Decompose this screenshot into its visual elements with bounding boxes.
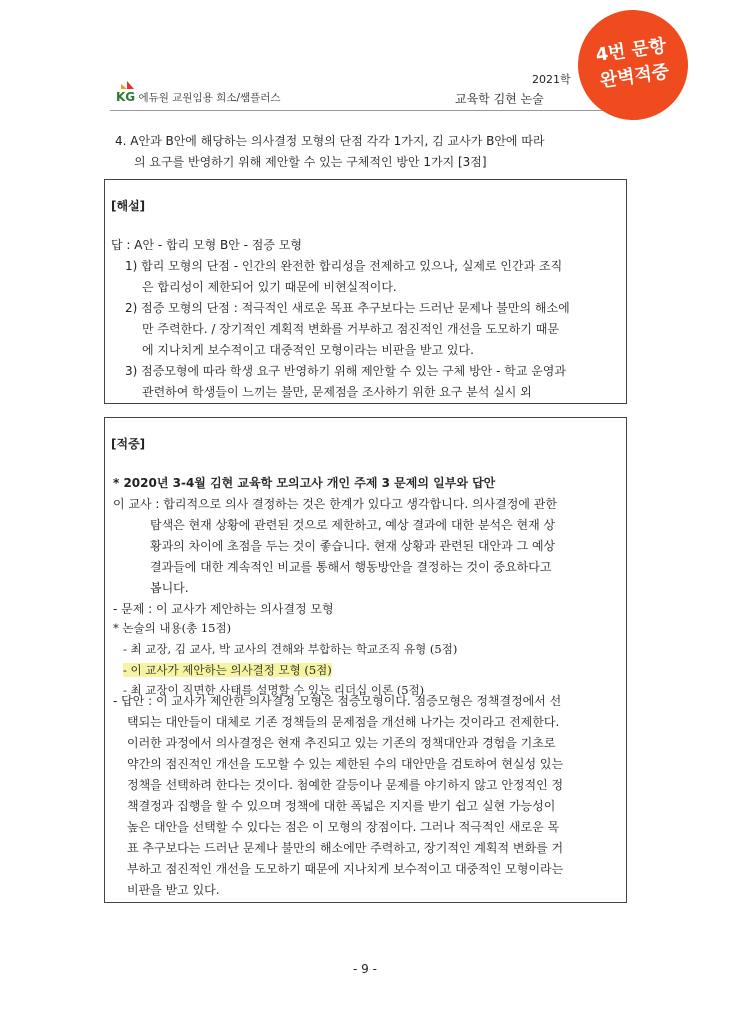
answer-line: 표 추구보다는 드러난 문제나 불만의 해소에만 주력하고, 장기적인 계획적 변화를 거 [127,841,564,855]
teacher-line: 황과의 차이에 초점을 두는 것이 좋습니다. 현재 상황과 관련된 대안과 그 예상 [150,539,556,553]
hit-subtitle: * 2020년 3-4월 김현 교육학 모의고사 개인 주제 3 문제의 일부와 답안 [113,476,496,490]
commentary-line: 만 주력한다. / 장기적인 계획적 변화를 거부하고 점진적인 개선을 도모하기 때문 [142,322,559,336]
commentary-line: 에 지나치게 보수적이고 대중적인 모형이라는 비판을 받고 있다. [142,343,474,357]
brand-logo [116,90,281,105]
content-title: * 논술의 내용(총 15점) [113,621,232,635]
brand-text: 에듀원 교원임용 희소/쌤플러스 [138,92,281,104]
question [115,131,665,173]
header-divider [110,110,645,111]
content-item: - 최 교장이 직면한 사태를 설명할 수 있는 리더십 이론 (5점) [123,683,425,697]
commentary-body [111,235,570,403]
content-item-highlighted [113,660,457,681]
commentary-line: 은 합리성이 제한되어 있기 때문에 비현실적이다. [142,280,397,294]
header-title: 교육학 김현 논술 [455,92,544,106]
question-line: 의 요구를 반영하기 위해 제안할 수 있는 구체적인 방안 1가지 [3점] [134,155,487,169]
commentary-line: 2) 점증 모형의 단점 : 적극적인 새로운 목표 추구보다는 드러난 문제나 불만의 해소에 [125,301,570,315]
teacher-statement [113,494,557,620]
content-list [113,618,457,699]
teacher-line: 봅니다. [150,581,189,595]
problem-line: - 문제 : 이 교사가 제안하는 의사결정 모형 [113,602,334,616]
question-line: 4. A안과 B안에 해당하는 의사결정 모형의 단점 각각 1가지, 김 교사가 B안에 따라 [115,134,545,148]
teacher-line: 결과들에 대한 계속적인 비교를 통해서 행동방안을 결정하는 것이 중요하다고 [150,560,552,574]
brand-kg: KG [116,90,136,104]
answer-line: 비판을 받고 있다. [127,883,220,897]
answer-line: 부하고 점진적인 개선을 도모하기 때문에 지나치게 보수적이고 대중적인 모형이라는 [127,862,564,876]
commentary-line: 1) 합리 모형의 단점 - 인간의 완전한 합리성을 전제하고 있으나, 실제로 인간과 조직 [125,259,563,273]
answer-line: 답 : A안 - 합리 모형 B안 - 점증 모형 [111,238,302,252]
answer-line: 택되는 대안들이 대체로 기존 정책들의 문제점을 개선해 나가는 것이라고 전제한다. [127,715,560,729]
commentary-box [104,179,627,404]
badge-line1: 4번 문항 [594,35,668,66]
header-year: 2021학 [532,73,571,86]
answer-line: 정책을 선택하려 한다는 것이다. 첨예한 갈등이나 문제를 야기하지 않고 안정적인 정 [127,778,564,792]
commentary-line: 관련하여 학생들이 느끼는 불만, 문제점을 조사하기 위한 요구 분석 실시 외 [142,385,532,399]
answer-text [113,691,563,901]
answer-line: 높은 대안을 선택할 수 있다는 점은 이 모형의 장점이다. 그러나 적극적인 새로운 목 [127,820,560,834]
answer-line: 책결정과 집행을 할 수 있으며 정책에 대한 폭넓은 지지를 받기 쉽고 실현 가능성이 [127,799,556,813]
hit-heading: [적중] [111,437,146,451]
answer-line: 약간의 점진적인 개선을 도모할 수 있는 제한된 수의 대안만을 검토하여 현실성 있는 [127,757,564,771]
teacher-line: 탐색은 현재 상황에 관련된 것으로 제한하고, 예상 결과에 대한 분석은 현재 상 [150,518,556,532]
answer-line: 이러한 과정에서 의사결정은 현재 추진되고 있는 기존의 정책대안과 경험을 기초로 [127,736,556,750]
highlight-text: - 이 교사가 제안하는 의사결정 모형 (5점) [123,663,332,677]
badge-line2: 완벽적중 [598,61,671,92]
commentary-line: 3) 점증모형에 따라 학생 요구 반영하기 위해 제안할 수 있는 구체 방안 - 학교 운영과 [125,364,566,378]
commentary-heading: [해설] [111,199,146,213]
answer-line: - 답안 : 이 교사가 제안한 의사결정 모형은 점증모형이다. 점증모형은 정책결정에서 선 [113,694,562,708]
content-item: - 최 교장, 김 교사, 박 교사의 견해와 부합하는 학교조직 유형 (5점) [123,642,458,656]
hit-box [104,417,627,903]
teacher-line: 이 교사 : 합리적으로 의사 결정하는 것은 한계가 있다고 생각합니다. 의사결정에 관한 [113,497,557,511]
page-number: - 9 - [353,962,377,976]
